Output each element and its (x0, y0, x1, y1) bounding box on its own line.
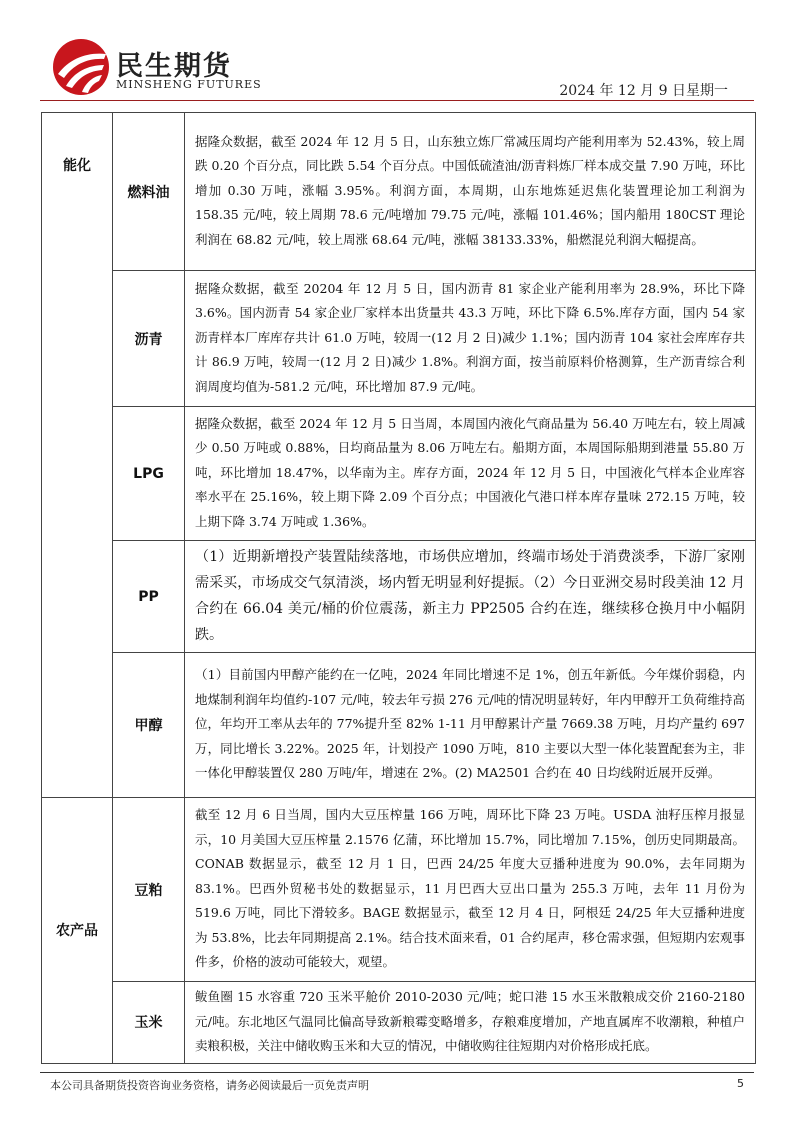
commodity-commentary: 鲅鱼圈 15 水容重 720 玉米平舱价 2010-2030 元/吨；蛇口港 15 水玉米散粮成交价 2160-2180 元/吨。东北地区气温同比偏高导致新粮霉变略增多，存粮难度增加，产地直属库不收潮粮，种植户卖粮积极，关注中储收购玉米和大豆的情况，中储收购往往短期内对价格形成托底。 (185, 982, 756, 1064)
table-row (42, 113, 756, 271)
commodity-name: 燃料油 (113, 113, 185, 271)
commodity-commentary: 据隆众数据，截至 2024 年 12 月 5 日，山东独立炼厂常减压周均产能利用率为 52.43%，较上周跌 0.20 个百分点，同比跌 5.54 个百分点。中国低硫渣油/沥青料炼厂样本成交量 7.90 万吨，环比增加 0.30 万吨，涨幅 3.95%。利润方面，本周期，山东地炼延迟焦化装置理论加工利润为 158.35 元/吨，较上周期 78.6 元/吨增加 79.75 元/吨，涨幅 101.46%；国内船用 180CST 理论利润在 68.82 元/吨，较上周涨 68.64 元/吨，涨幅 38133.33%，船燃混兑利润大幅提高。 (185, 113, 756, 271)
commodity-commentary: （1）目前国内甲醇产能约在一亿吨，2024 年同比增速不足 1%，创五年新低。今年煤价弱稳，内地煤制利润年均值约-107 元/吨，较去年亏损 276 元/吨的情况明显转好，年内甲醇开工负荷维持高位，年均开工率从去年的 77%提升至 82% 1-11 月甲醇累计产量 7669.38 万吨，月均产量约 697 万，同比增长 3.22%。2025 年，计划投产 1090 万吨，810 主要以大型一体化装置配套为主，非一体化甲醇装置仅 280 万吨/年，增速在 2%。(2) MA2501 合约在 40 日均线附近展开反弹。 (185, 653, 756, 798)
commodity-commentary: 据隆众数据，截至 2024 年 12 月 5 日当周，本周国内液化气商品量为 56.40 万吨左右，较上周减少 0.50 万吨或 0.88%，日均商品量为 8.06 万吨左右。船期方面，本周国际船期到港量 55.80 万吨，环比增加 18.47%，以华南为主。库存方面，2024 年 12 月 5 日，中国液化气样本企业库容率水平在 25.16%，较上期下降 2.09 个百分点；中国液化气港口样本库存量味 272.15 万吨，较上期下降 3.74 万吨或 1.36%。 (185, 407, 756, 541)
commodity-commentary: 截至 12 月 6 日当周，国内大豆压榨量 166 万吨，周环比下降 23 万吨。USDA 油籽压榨月报显示，10 月美国大豆压榨量 2.1576 亿蒲，环比增加 15.7%，同比增加 7.15%，创历史同期最高。CONAB 数据显示，截至 12 月 1 日，巴西 24/25 年度大豆播种进度为 90.0%，去年同期为 83.1%。巴西外贸秘书处的数据显示，11 月巴西大豆出口量为 255.3 万吨，去年 11 月份为 519.6 万吨，同比下滑较多。BAGE 数据显示，截至 12 月 4 日，阿根廷 24/25 年大豆播种进度为 53.8%，比去年同期提高 2.1%。结合技术面来看，01 合约尾声，移仓需求强，但短期内宏观事件多，价格的波动可能较大，观望。 (185, 798, 756, 982)
header-rule (40, 100, 754, 101)
commodity-name: PP (113, 541, 185, 653)
minsheng-logo-icon (52, 38, 110, 96)
brand-name-en: MINSHENG FUTURES (116, 78, 262, 91)
brand-name-cn: 民生期货 (116, 51, 232, 82)
commodity-name: 沥青 (113, 271, 185, 407)
footer-disclaimer: 本公司具备期货投资咨询业务资格，请务必阅读最后一页免责声明 (50, 1079, 369, 1092)
table-row (42, 982, 756, 1064)
commodity-name: 豆粕 (113, 798, 185, 982)
commodity-name: LPG (113, 407, 185, 541)
table-row (42, 653, 756, 798)
commodity-name: 玉米 (113, 982, 185, 1064)
table-row (42, 541, 756, 653)
table-row (42, 271, 756, 407)
page-header (0, 0, 794, 100)
commodity-table (41, 112, 756, 1064)
category-cell: 农产品 (42, 798, 113, 1064)
footer-rule (40, 1072, 754, 1073)
page-number: 5 (737, 1077, 744, 1090)
commodity-commentary: （1）近期新增投产装置陆续落地，市场供应增加，终端市场处于消费淡季，下游厂家刚需采买，市场成交气氛清淡，场内暂无明显利好提振。（2）今日亚洲交易时段美油 12 月合约在 66.04 美元/桶的价位震荡，新主力 PP2505 合约在连，继续移仓换月中小幅阴跌。 (185, 541, 756, 653)
report-date: 2024 年 12 月 9 日星期一 (559, 83, 728, 99)
commodity-commentary: 据隆众数据，截至 20204 年 12 月 5 日，国内沥青 81 家企业产能利用率为 28.9%，环比下降 3.6%。国内沥青 54 家企业厂家样本出货量共 43.3 万吨，环比下降 6.5%.库存方面，国内 54 家沥青样本厂库库存共计 61.0 万吨，较周一(12 月 2 日)减少 1.1%；国内沥青 104 家社会库库存共计 86.9 万吨，较周一(12 月 2 日)减少 1.8%。利润方面，按当前原料价格测算，生产沥青综合利润周度均值为-581.2 元/吨，环比增加 87.9 元/吨。 (185, 271, 756, 407)
table-row (42, 798, 756, 982)
table-row (42, 407, 756, 541)
commodity-name: 甲醇 (113, 653, 185, 798)
category-cell: 能化 (42, 113, 113, 798)
